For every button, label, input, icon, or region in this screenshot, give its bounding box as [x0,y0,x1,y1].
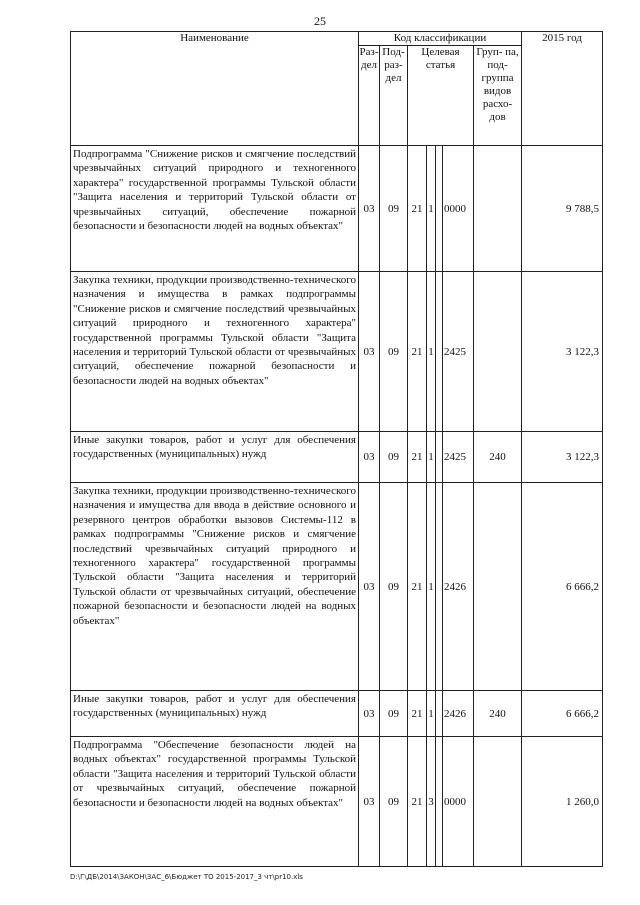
row-target-direction: 0000 [443,737,474,867]
row-expense-group [474,146,522,272]
row-target-direction: 2425 [443,272,474,432]
row-name: Закупка техники, продукции производственно-технического назначения и имущества в рамках подпрограммы "Снижение рисков и смягчение последствий чрезвычайных ситуаций природного и техногенного характера" государственной программы Тульской области "Защита населения и территорий Тульской области от чрезвычайных ситуаций, обеспечение пожарной безопасности и безопасности людей на водных объектах" [71,272,359,432]
row-target-blank [436,432,443,483]
row-target-subprogram: 3 [427,737,436,867]
row-section: 03 [359,483,380,691]
header-code-group: Код классификации [359,32,522,46]
row-amount: 1 260,0 [522,737,603,867]
budget-table [70,31,603,867]
row-name: Закупка техники, продукции производственно-технического назначения и имущества для ввода в действие основного и резервного центров обработки вызовов Системы-112 в рамках подпрограммы "Снижение рисков и смягчение последствий чрезвычайных ситуаций природного и техногенного характера" государственной программы Тульской области "Защита населения и территорий Тульской области от чрезвычайных ситуаций, обеспечение пожарной безопасности и безопасности людей на водных объектах" [71,483,359,691]
row-name: Иные закупки товаров, работ и услуг для обеспечения государственных (муниципальных) нужд [71,691,359,737]
row-target-blank [436,146,443,272]
header-target-article: Целевая статья [408,46,474,146]
row-target-subprogram: 1 [427,432,436,483]
row-target-direction: 2426 [443,691,474,737]
row-target-program: 21 [408,691,427,737]
row-target-program: 21 [408,432,427,483]
row-section: 03 [359,146,380,272]
header-name: Наименование [71,32,359,146]
row-target-subprogram: 1 [427,146,436,272]
row-target-subprogram: 1 [427,483,436,691]
table-row [71,146,603,272]
row-amount: 6 666,2 [522,691,603,737]
row-target-direction: 2426 [443,483,474,691]
page-number: 25 [314,14,326,28]
table-row [71,272,603,432]
row-subsection: 09 [380,483,408,691]
row-expense-group: 240 [474,432,522,483]
row-target-subprogram: 1 [427,691,436,737]
row-expense-group [474,272,522,432]
row-subsection: 09 [380,146,408,272]
footer-file-path: D:\Г\ДБ\2014\ЗАКОН\ЗАС_6\Бюджет ТО 2015-2017_3 чт\pr10.xls [70,873,303,881]
row-target-blank [436,483,443,691]
row-target-direction: 0000 [443,146,474,272]
row-subsection: 09 [380,272,408,432]
row-section: 03 [359,432,380,483]
row-subsection: 09 [380,432,408,483]
table-row [71,737,603,867]
row-target-direction: 2425 [443,432,474,483]
row-name: Подпрограмма "Обеспечение безопасности людей на водных объектах" государственной программы Тульской области "Защита населения и территорий Тульской области от чрезвычайных ситуаций, обеспечение пожарной безопасности и безопасности людей на водных объектах" [71,737,359,867]
row-target-blank [436,272,443,432]
row-amount: 3 122,3 [522,432,603,483]
row-section: 03 [359,272,380,432]
row-expense-group [474,483,522,691]
row-target-program: 21 [408,146,427,272]
row-expense-group [474,737,522,867]
table-row [71,432,603,483]
row-amount: 9 788,5 [522,146,603,272]
header-subsection: Под- раз- дел [380,46,408,146]
row-amount: 3 122,3 [522,272,603,432]
row-target-program: 21 [408,483,427,691]
row-target-subprogram: 1 [427,272,436,432]
row-expense-group: 240 [474,691,522,737]
row-section: 03 [359,737,380,867]
row-name: Подпрограмма "Снижение рисков и смягчение последствий чрезвычайных ситуаций природного и техногенного характера" государственной программы Тульской области "Защита населения и территорий Тульской области от чрезвычайных ситуаций, обеспечение пожарной безопасности и безопасности людей на водных объектах" [71,146,359,272]
header-section: Раз- дел [359,46,380,146]
row-target-program: 21 [408,737,427,867]
table-row [71,483,603,691]
row-subsection: 09 [380,691,408,737]
row-amount: 6 666,2 [522,483,603,691]
header-expense-group: Груп- па, под- группа видов расхо- дов [474,46,522,146]
row-subsection: 09 [380,737,408,867]
row-section: 03 [359,691,380,737]
row-target-program: 21 [408,272,427,432]
row-name: Иные закупки товаров, работ и услуг для обеспечения государственных (муниципальных) нужд [71,432,359,483]
row-target-blank [436,691,443,737]
table-row [71,691,603,737]
row-target-blank [436,737,443,867]
header-year: 2015 год [522,32,603,146]
